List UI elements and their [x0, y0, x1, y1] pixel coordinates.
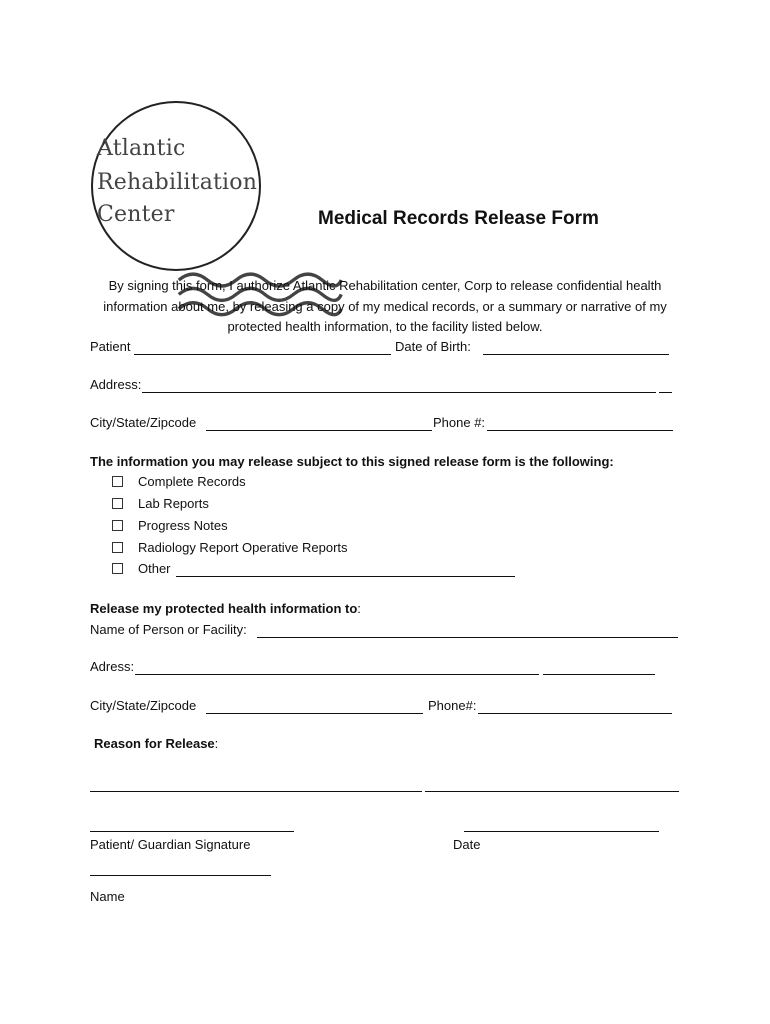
- facility-name-label: Name of Person or Facility:: [90, 622, 247, 637]
- date-label: Date: [453, 837, 481, 852]
- intro-paragraph: By signing this form, I authorize Atlantic Rehabilitation center, Corp to release confidential health information about me, by releasing a copy of my medical records, or a summary or narrative of my protected health information, to the facility listed below.: [103, 278, 667, 334]
- release-phone-label: Phone#:: [428, 698, 477, 713]
- address-field[interactable]: [142, 392, 656, 393]
- checkbox-icon[interactable]: [112, 542, 123, 553]
- logo-line-1: Atlantic: [97, 136, 186, 161]
- option-radiology[interactable]: Radiology Report Operative Reports: [112, 540, 348, 555]
- name-label: Name: [90, 889, 125, 904]
- dob-label: Date of Birth:: [395, 339, 471, 354]
- name-line[interactable]: [90, 875, 271, 876]
- reason-field-2: [425, 791, 679, 792]
- release-phone-field[interactable]: [478, 713, 672, 714]
- facility-name-field[interactable]: [257, 637, 678, 638]
- checkbox-icon[interactable]: [112, 520, 123, 531]
- signature-line[interactable]: [90, 831, 294, 832]
- checkbox-icon[interactable]: [112, 563, 123, 574]
- option-lab-reports[interactable]: Lab Reports: [112, 496, 209, 511]
- checkbox-icon[interactable]: [112, 498, 123, 509]
- release-city-label: City/State/Zipcode: [90, 698, 197, 713]
- phone-label: Phone #:: [433, 415, 486, 430]
- release-heading: Release my protected health information to:: [90, 601, 361, 616]
- logo-line-2: Rehabilitation: [97, 170, 258, 195]
- release-city-field[interactable]: [206, 713, 423, 714]
- signature-label: Patient/ Guardian Signature: [90, 837, 251, 852]
- info-heading: The information you may release subject to this signed release form is the following:: [90, 454, 614, 469]
- release-address-field[interactable]: [135, 674, 539, 675]
- option-complete-records[interactable]: Complete Records: [112, 474, 246, 489]
- option-progress-notes[interactable]: Progress Notes: [112, 518, 228, 533]
- option-other[interactable]: Other: [112, 561, 171, 576]
- logo: [90, 100, 262, 272]
- phone-field[interactable]: [487, 430, 673, 431]
- city-field[interactable]: [206, 430, 432, 431]
- page-title: Medical Records Release Form: [318, 208, 599, 229]
- date-line[interactable]: [464, 831, 659, 832]
- reason-field[interactable]: [90, 791, 422, 792]
- address-label: Address:: [90, 377, 142, 392]
- reason-label: Reason for Release:: [94, 736, 219, 751]
- other-field[interactable]: [176, 576, 515, 577]
- city-label: City/State/Zipcode: [90, 415, 197, 430]
- logo-line-3: Center: [97, 202, 175, 227]
- release-address-field-2: [543, 674, 655, 675]
- dob-field[interactable]: [483, 354, 669, 355]
- address-field-tail: [659, 392, 672, 393]
- checkbox-icon[interactable]: [112, 476, 123, 487]
- patient-label: Patient: [90, 339, 131, 354]
- patient-name-field[interactable]: [134, 354, 391, 355]
- release-address-label: Adress:: [90, 659, 135, 674]
